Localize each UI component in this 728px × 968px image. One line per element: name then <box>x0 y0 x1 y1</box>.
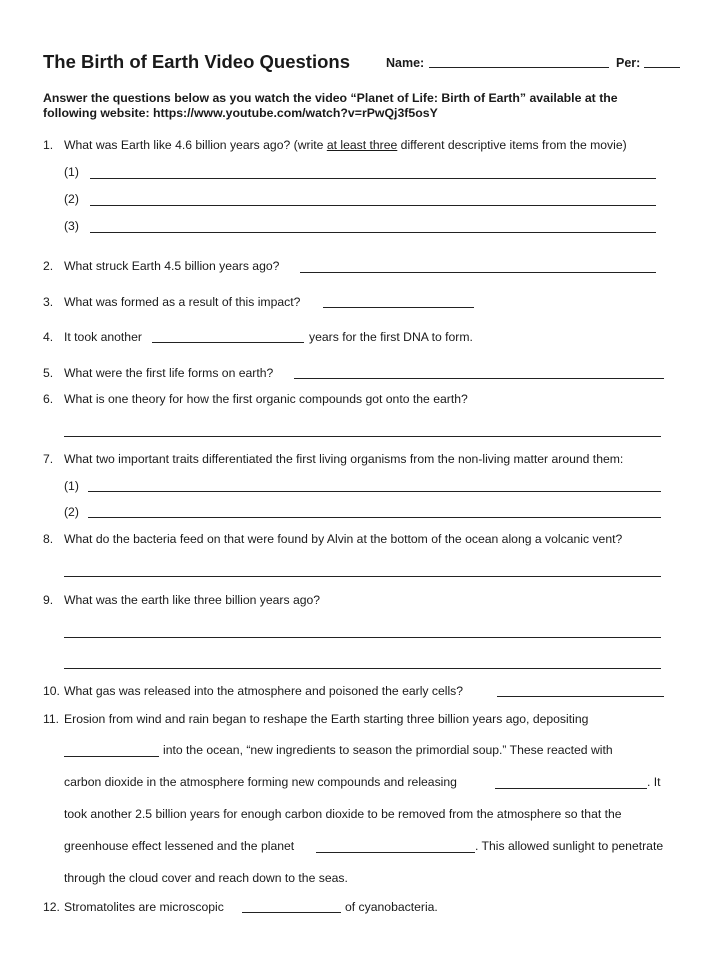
q11-number: 11. <box>43 712 60 726</box>
q10-number: 10. <box>43 684 60 698</box>
q9-number: 9. <box>43 593 54 607</box>
q11-blank-1[interactable] <box>64 756 159 757</box>
q9-answer-2[interactable] <box>64 668 661 669</box>
q11-line-5-post: . This allowed sunlight to penetrate <box>475 839 664 853</box>
q7-sub-1-label: (1) <box>64 479 79 493</box>
q3-text: What was formed as a result of this impact? <box>64 295 301 309</box>
q11-line-2: into the ocean, “new ingredients to season the primordial soup.” These reacted with <box>163 743 613 757</box>
q1-sub-1-label: (1) <box>64 165 79 179</box>
q7-sub-2-label: (2) <box>64 505 79 519</box>
period-field[interactable] <box>644 67 680 68</box>
q8-text: What do the bacteria feed on that were found by Alvin at the bottom of the ocean along a volcanic vent? <box>64 532 623 546</box>
q4-answer[interactable] <box>152 342 304 343</box>
q12-text-pre: Stromatolites are microscopic <box>64 900 224 914</box>
period-label: Per: <box>616 56 641 70</box>
q7-answer-1[interactable] <box>88 491 661 492</box>
q6-text: What is one theory for how the first organic compounds got onto the earth? <box>64 392 468 406</box>
q4-text-post: years for the first DNA to form. <box>309 330 473 344</box>
q12-text-post: of cyanobacteria. <box>345 900 438 914</box>
q1-answer-3[interactable] <box>90 232 656 233</box>
name-field[interactable] <box>429 67 609 68</box>
q10-text: What gas was released into the atmosphere and poisoned the early cells? <box>64 684 464 698</box>
q6-answer[interactable] <box>64 436 661 437</box>
q1-text-pre: What was Earth like 4.6 billion years ago? (write <box>64 138 327 152</box>
q4-text-pre: It took another <box>64 330 142 344</box>
q4-number: 4. <box>43 330 54 344</box>
q8-number: 8. <box>43 532 54 546</box>
q5-number: 5. <box>43 366 54 380</box>
q1-text <box>64 138 627 152</box>
q6-number: 6. <box>43 392 54 406</box>
q12-number: 12. <box>43 900 60 914</box>
q7-number: 7. <box>43 452 54 466</box>
q12-answer[interactable] <box>242 912 341 913</box>
page-title: The Birth of Earth Video Questions <box>43 51 350 72</box>
q10-answer[interactable] <box>497 696 664 697</box>
q2-text: What struck Earth 4.5 billion years ago? <box>64 259 280 273</box>
instructions-line-1: Answer the questions below as you watch the video “Planet of Life: Birth of Earth” available at the <box>43 91 618 105</box>
q11-line-3-end: . It <box>647 775 661 789</box>
q3-answer[interactable] <box>323 307 474 308</box>
q11-line-4: took another 2.5 billion years for enough carbon dioxide to be removed from the atmosphere so that the <box>64 807 622 821</box>
q11-line-5-pre: greenhouse effect lessened and the planet <box>64 839 295 853</box>
q1-sub-3-label: (3) <box>64 219 79 233</box>
q3-number: 3. <box>43 295 54 309</box>
q9-text: What was the earth like three billion years ago? <box>64 593 321 607</box>
q11-line-3: carbon dioxide in the atmosphere forming new compounds and releasing <box>64 775 457 789</box>
q2-answer[interactable] <box>300 272 656 273</box>
q1-text-underlined: at least three <box>326 138 398 152</box>
q7-answer-2[interactable] <box>88 517 661 518</box>
q11-blank-2[interactable] <box>495 788 647 789</box>
q1-answer-2[interactable] <box>90 205 656 206</box>
q1-text-post: different descriptive items from the movie) <box>397 138 627 152</box>
q8-answer[interactable] <box>64 576 661 577</box>
q5-answer[interactable] <box>294 378 664 379</box>
instructions-line-2: following website: https://www.youtube.com/watch?v=rPwQj3f5osY <box>43 106 438 120</box>
q11-line-6: through the cloud cover and reach down to the seas. <box>64 871 348 885</box>
q1-answer-1[interactable] <box>90 178 656 179</box>
q11-line-1: Erosion from wind and rain began to reshape the Earth starting three billion years ago, depositing <box>64 712 589 726</box>
q11-blank-3[interactable] <box>316 852 475 853</box>
q1-sub-2-label: (2) <box>64 192 79 206</box>
q7-text: What two important traits differentiated the first living organisms from the non-living matter around them: <box>64 452 624 466</box>
name-label: Name: <box>386 56 425 70</box>
q2-number: 2. <box>43 259 54 273</box>
q5-text: What were the first life forms on earth? <box>64 366 274 380</box>
q1-number: 1. <box>43 138 54 152</box>
q9-answer-1[interactable] <box>64 637 661 638</box>
